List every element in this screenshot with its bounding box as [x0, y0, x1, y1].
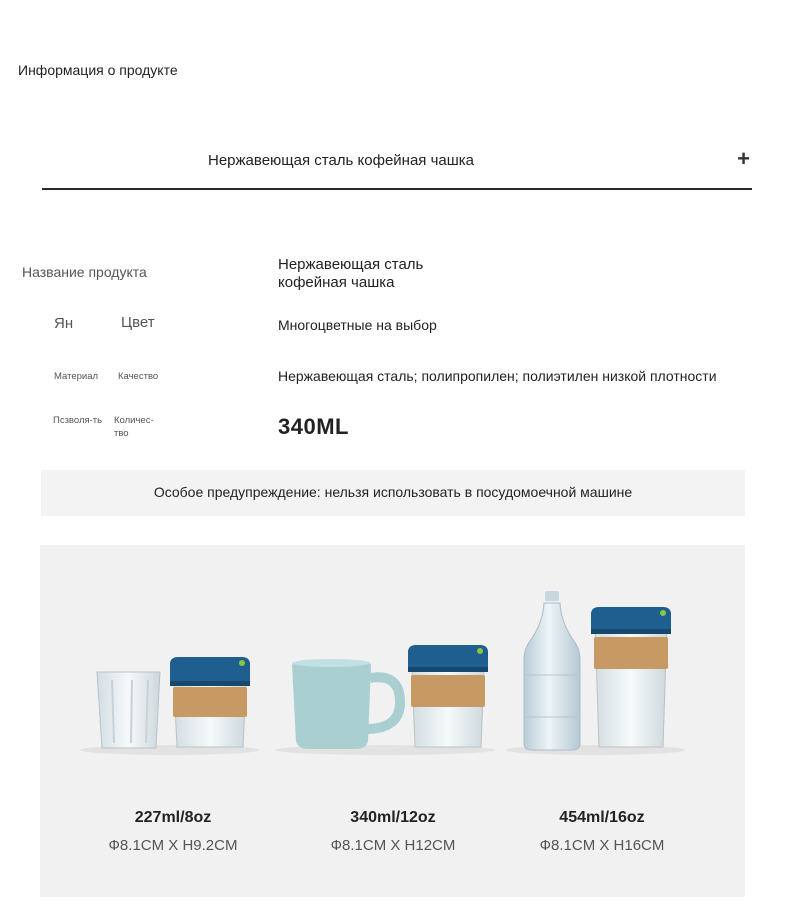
plus-icon[interactable]: +: [737, 146, 750, 171]
spec-label: Количес-тво: [114, 415, 154, 439]
size-dimensions: Ф8.1CM X H9.2CM: [108, 837, 238, 854]
section-title: Информация о продукте: [18, 62, 178, 78]
size-caption-small: [73, 809, 273, 854]
size-caption-medium: [293, 809, 493, 854]
spec-value-line: кофейная чашка: [278, 274, 395, 291]
size-dimensions: Ф8.1CM X H12CM: [330, 837, 456, 854]
spec-value: [278, 256, 423, 292]
product-accordion-header[interactable]: [42, 140, 752, 190]
size-comparison-image: [40, 545, 745, 897]
spec-label: Качество: [118, 371, 159, 382]
water-bottle: [524, 591, 580, 750]
water-glass: [97, 672, 160, 748]
spec-label: Псзволя-ть: [53, 415, 103, 426]
size-volume: 454ml/16oz: [559, 809, 645, 826]
spec-value: Многоцветные на выбор: [278, 317, 437, 333]
spec-label: Материал: [54, 371, 99, 382]
spec-label: Цвет: [121, 314, 155, 331]
warning-banner: Особое предупреждение: нельзя использовать в посудомоечной машине: [41, 470, 745, 516]
size-volume: 340ml/12oz: [350, 809, 436, 826]
spec-value-line: Нержавеющая сталь: [278, 256, 424, 273]
size-caption-large: [502, 809, 702, 854]
cup-medium: [408, 645, 488, 747]
accordion-title: Нержавеющая сталь кофейная чашка: [208, 152, 475, 169]
spec-label: Ян: [54, 315, 74, 332]
ceramic-mug: [292, 659, 400, 749]
spec-value: Нержавеющая сталь; полипропилен; полиэтилен низкой плотности: [278, 368, 717, 384]
size-dimensions: Ф8.1CM X H16CM: [539, 837, 665, 854]
spec-label: Название продукта: [22, 264, 147, 280]
cup-small: [170, 657, 250, 747]
size-volume: 227ml/8oz: [134, 809, 212, 826]
spec-value-capacity: 340ML: [278, 414, 349, 439]
cup-large: [591, 607, 671, 747]
